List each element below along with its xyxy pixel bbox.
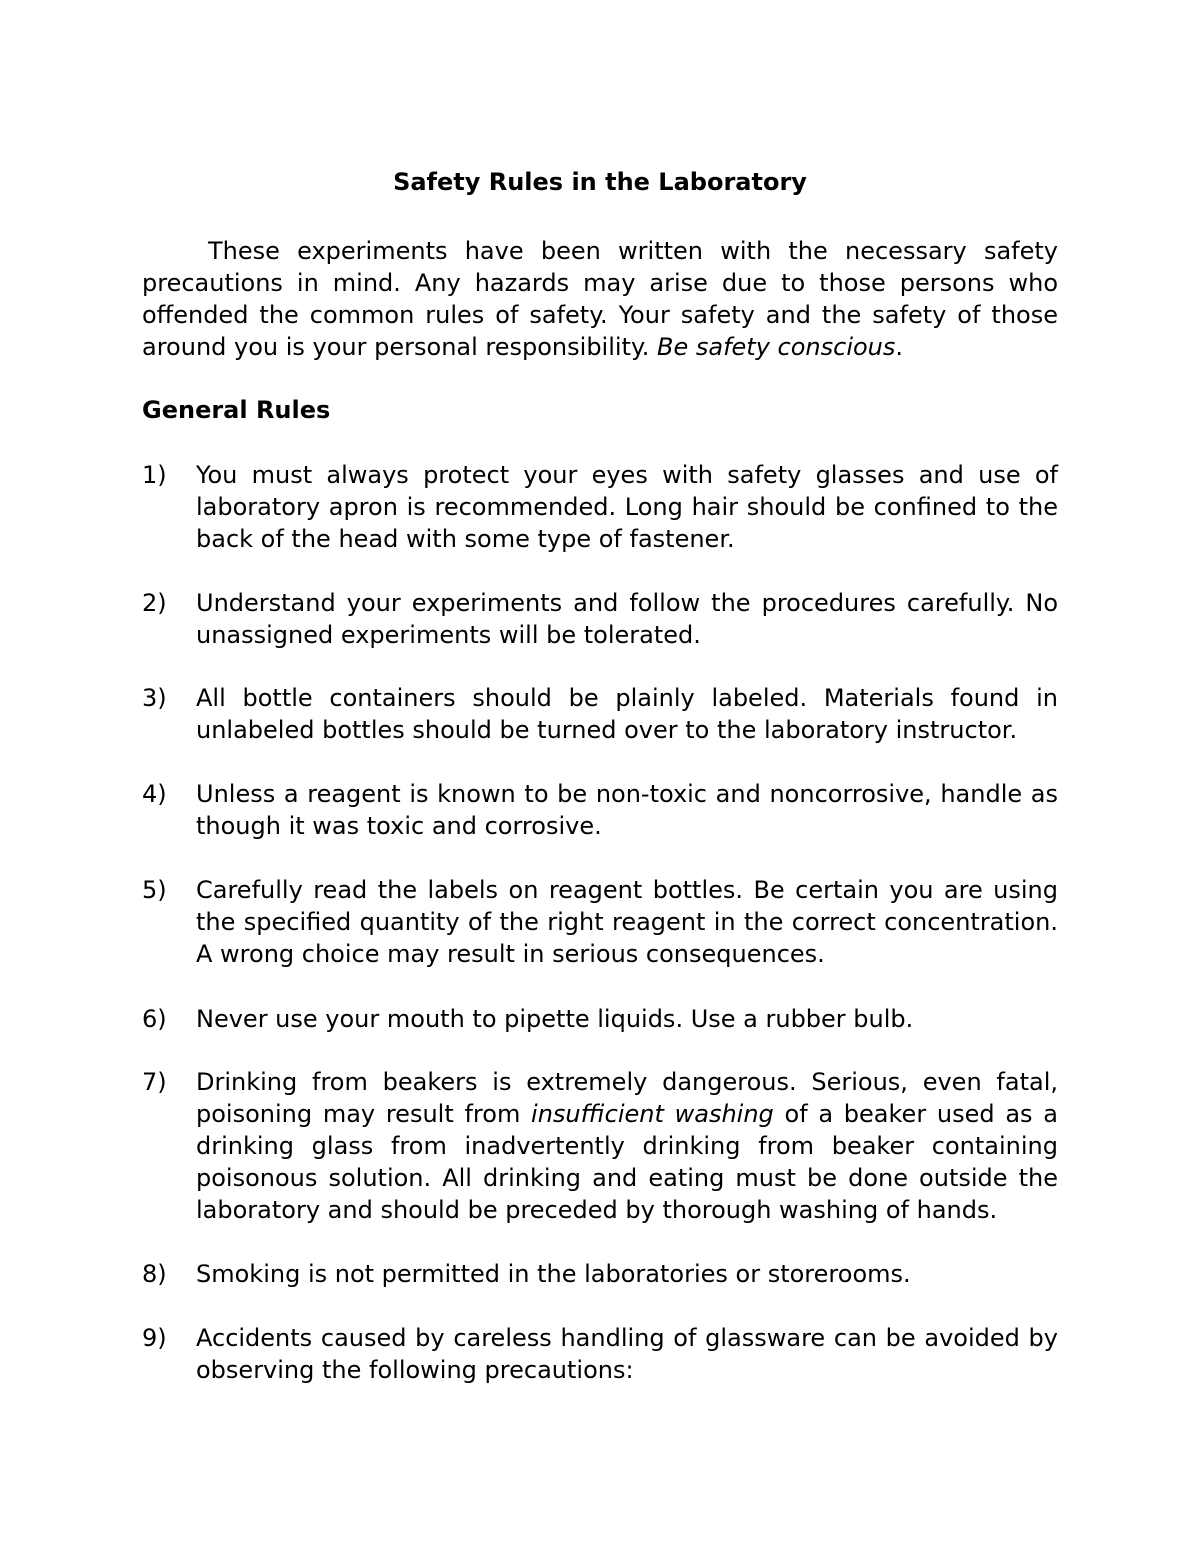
rule-text: Never use your mouth to pipette liquids. Use a rubber bulb. <box>196 1005 914 1033</box>
rule-text: Understand your experiments and follow the procedures carefully. No unassigned experiments will be tolerated. <box>196 589 1058 649</box>
intro-paragraph <box>142 235 1058 363</box>
intro-text: These experiments have been written with the necessary safety precautions in mind. Any hazards may arise due to those persons who offended the common rules of safety. Your safety and the safety of those around you is your personal responsibility. <box>142 237 1058 361</box>
rule-text: Unless a reagent is known to be non-toxic and noncorrosive, handle as though it was toxic and corrosive. <box>196 780 1058 840</box>
rule-number: 1) <box>142 461 167 489</box>
rule-item-5 <box>142 874 1058 970</box>
general-rules-heading: General Rules <box>142 396 331 424</box>
rule-number: 2) <box>142 589 167 617</box>
rule-number: 5) <box>142 876 167 904</box>
rule-text-part: of a beaker used as a drinking glass from inadvertently drinking from beaker containing poisonous solution. All drinking and eating must be done outside the laboratory and should be preceded by thorough washing of hands. <box>196 1100 1058 1224</box>
intro-end: . <box>895 333 904 361</box>
rule-number: 8) <box>142 1260 167 1288</box>
rule-text: All bottle containers should be plainly labeled. Materials found in unlabeled bottles should be turned over to the laboratory instructor. <box>196 684 1058 744</box>
rule-item-2 <box>142 587 1058 651</box>
rule-text <box>196 1066 1058 1226</box>
document-title: Safety Rules in the Laboratory <box>393 168 807 196</box>
rule-item-4 <box>142 778 1058 842</box>
rule-text: Smoking is not permitted in the laboratories or storerooms. <box>196 1260 911 1288</box>
rule-item-3 <box>142 682 1058 746</box>
rule-number: 4) <box>142 780 167 808</box>
rule-item-7 <box>142 1066 1058 1226</box>
rule-text: You must always protect your eyes with safety glasses and use of laboratory apron is recommended. Long hair should be confined to the back of the head with some type of fastener. <box>196 461 1058 553</box>
rule-item-9 <box>142 1322 1058 1386</box>
rule-text-part: Drinking from beakers is extremely dangerous. Serious, even fatal, poisoning may result from <box>196 1068 1058 1128</box>
rule-text-emphasis: insufficient washing <box>531 1100 774 1128</box>
rule-text: Carefully read the labels on reagent bottles. Be certain you are using the specified quantity of the right reagent in the correct concentration. A wrong choice may result in serious consequences. <box>196 876 1058 968</box>
rule-item-8 <box>142 1258 1058 1290</box>
intro-emphasis: Be safety conscious <box>657 333 896 361</box>
rule-number: 9) <box>142 1324 167 1352</box>
rule-number: 3) <box>142 684 167 712</box>
rule-number: 7) <box>142 1068 167 1096</box>
rule-number: 6) <box>142 1005 167 1033</box>
rule-text: Accidents caused by careless handling of glassware can be avoided by observing the following precautions: <box>196 1324 1058 1384</box>
rule-item-6 <box>142 1003 1058 1035</box>
rule-item-1 <box>142 459 1058 555</box>
